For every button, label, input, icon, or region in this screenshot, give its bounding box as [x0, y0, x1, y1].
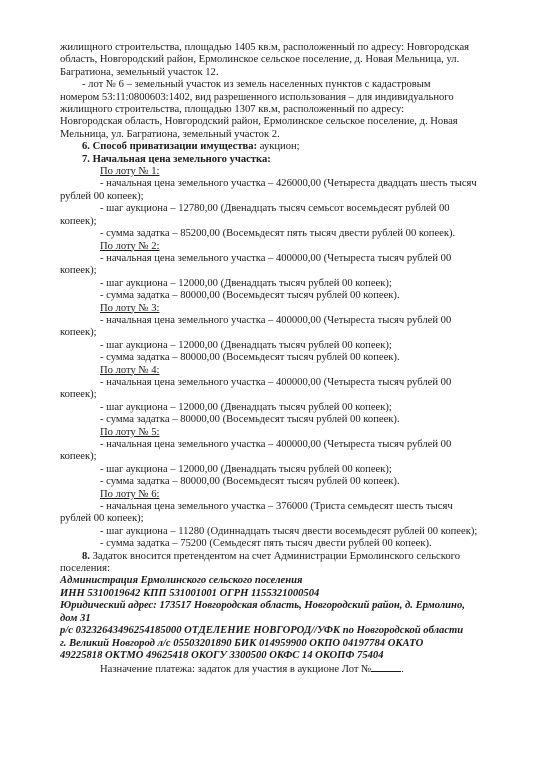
lot-auction-step: - шаг аукциона – 12000,00 (Двенадцать тысяч рублей 00 копеек); [100, 339, 392, 351]
lot-deposit: - сумма задатка – 85200,00 (Восемьдесят пять тысяч двести рублей 00 копеек). [100, 228, 456, 240]
lot-initial-price-cont: копеек); [60, 327, 97, 339]
lot-auction-step: - шаг аукциона – 12000,00 (Двенадцать тысяч рублей 00 копеек); [100, 463, 392, 475]
section-8 [60, 551, 515, 563]
text-line: Новгородская область, Новгородский район, Ермолинское сельское поселение, д. Новая [60, 116, 458, 128]
lot-header: По лоту № 1: [100, 166, 160, 178]
lot-initial-price-cont: копеек); [60, 265, 97, 277]
lot-initial-price: - начальная цена земельного участка – 400000,00 (Четыреста тысяч рублей 00 [100, 439, 452, 450]
section-7-label: 7. Начальная цена земельного участка: [82, 153, 271, 165]
lot-header: По лоту № 4: [100, 364, 160, 376]
lot-number-blank [371, 662, 401, 672]
text-line: Багратиона, земельный участок 12. [60, 66, 219, 78]
text-line: номером 53:11:0800603:1402, вид разрешенного использования – для индивидуального [60, 91, 454, 103]
bank-account-codes: 49225818 ОКТМО 49625418 ОКОГУ 3300500 ОКФС 14 ОКОПФ 75404 [60, 649, 384, 661]
text-line: Мельница, ул. Багратиона, земельный участок 2. [60, 128, 280, 140]
lot-deposit: - сумма задатка – 80000,00 (Восемьдесят тысяч рублей 00 копеек). [100, 290, 400, 302]
lot5-description-tail [60, 42, 515, 79]
lot-initial-price: - начальная цена земельного участка – 400000,00 (Четыреста тысяч рублей 00 [100, 376, 452, 388]
bank-account: р/с 03232643496254185000 ОТДЕЛЕНИЕ НОВГОРОД//УФК по Новгородской области [60, 625, 464, 637]
lot-header: По лоту № 2: [100, 240, 160, 252]
section-6 [60, 141, 515, 153]
section-6-label: 6. Способ приватизации имущества: [82, 141, 258, 153]
section-8-text-cont: поселения: [60, 563, 110, 575]
lot-price-block [60, 427, 515, 489]
lot-auction-step: - шаг аукциона – 12000,00 (Двенадцать тысяч рублей 00 копеек); [100, 277, 392, 289]
lot-initial-price-cont: рублей 00 копеек); [60, 190, 144, 202]
lot-auction-step: - шаг аукциона – 11280 (Одиннадцать тысяч двести восемьдесят рублей 00 копеек); [100, 525, 478, 537]
lot6-description [60, 79, 515, 141]
lot-header: По лоту № 3: [100, 302, 160, 314]
lot-price-block [60, 489, 515, 551]
lot-initial-price: - начальная цена земельного участка – 400000,00 (Четыреста тысяч рублей 00 [100, 314, 452, 326]
lot-price-block [60, 166, 515, 240]
organization-ids: ИНН 5310019642 КПП 531001001 ОГРН 1155321000504 [60, 587, 320, 599]
lot-price-block [60, 365, 515, 427]
bank-requisites [60, 575, 515, 662]
lot-initial-price: - начальная цена земельного участка – 376000 (Триста семьдесят шесть тысяч [100, 501, 453, 513]
payment-purpose-text: Назначение платежа: задаток для участия в аукционе Лот № [100, 664, 372, 676]
lot-deposit: - сумма задатка – 80000,00 (Восемьдесят тысяч рублей 00 копеек). [100, 352, 400, 364]
legal-address: Юридический адрес: 173517 Новгородская область, Новгородский район, д. Ермолино, [60, 600, 465, 612]
lot-auction-step-cont: копеек); [60, 215, 97, 227]
lot-deposit: - сумма задатка – 80000,00 (Восемьдесят тысяч рублей 00 копеек). [100, 414, 400, 426]
section-8-label: 8. [82, 550, 90, 562]
payment-purpose-end: . [401, 664, 404, 676]
lot-deposit: - сумма задатка – 75200 (Семьдесят пять тысяч двести рублей 00 копеек). [100, 538, 432, 550]
lot-price-block [60, 303, 515, 365]
section-6-value: аукцион; [257, 141, 300, 153]
legal-address-cont: дом 31 [60, 612, 91, 624]
section-7 [60, 154, 515, 166]
lot-initial-price: - начальная цена земельного участка – 426000,00 (Четыреста двадцать шесть тысяч [100, 178, 477, 190]
lot-initial-price-cont: рублей 00 копеек); [60, 513, 144, 525]
section-8-text: Задаток вносится претендентом на счет Администрации Ермолинского сельского [89, 550, 461, 562]
lot-price-block [60, 241, 515, 303]
lot-initial-price-cont: копеек); [60, 451, 97, 463]
lot-initial-price-cont: копеек); [60, 389, 97, 401]
text-line: жилищного строительства, площадью 1405 кв.м, расположенный по адресу: Новгородская [60, 42, 470, 53]
lot-auction-step: - шаг аукциона – 12780,00 (Двенадцать тысяч семьсот восемьдесят рублей 00 [100, 203, 450, 215]
text-line: область, Новгородский район, Ермолинское сельское поселение, д. Новая Мельница, ул. [60, 54, 460, 66]
lot-initial-price: - начальная цена земельного участка – 400000,00 (Четыреста тысяч рублей 00 [100, 252, 452, 264]
lot-auction-step: - шаг аукциона – 12000,00 (Двенадцать тысяч рублей 00 копеек); [100, 401, 392, 413]
payment-purpose [60, 662, 515, 676]
lot-header: По лоту № 6: [100, 488, 160, 500]
lot-header: По лоту № 5: [100, 426, 160, 438]
organization-name: Администрация Ермолинского сельского поселения [60, 575, 303, 587]
lot-deposit: - сумма задатка – 80000,00 (Восемьдесят тысяч рублей 00 копеек). [100, 476, 400, 488]
text-line: жилищного строительства, площадью 1307 кв.м, расположенный по адресу: [60, 104, 405, 116]
bank-account-cont: г. Великий Новгород л/с 05503201890 БИК 014959900 ОКПО 04197784 ОКАТО [60, 637, 424, 649]
text-line: - лот № 6 – земельный участок из земель населенных пунктов с кадастровым [82, 79, 431, 91]
